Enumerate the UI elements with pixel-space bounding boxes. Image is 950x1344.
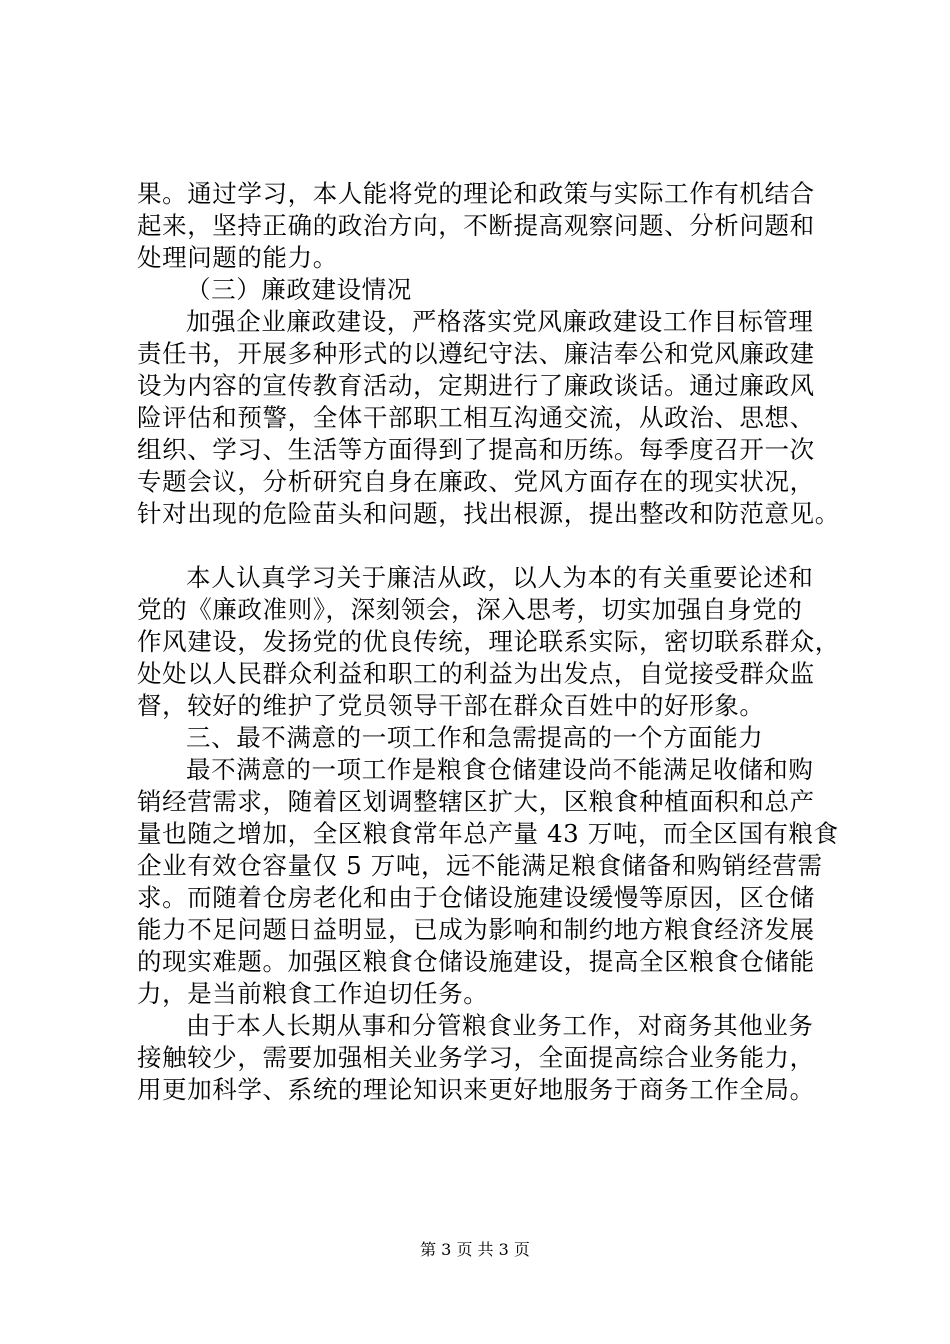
text-line: 党的《廉政准则》，深刻领会，深入思考，切实加强自身党的: [137, 595, 803, 624]
text-line: 处处以人民群众利益和职工的利益为出发点，自觉接受群众监: [137, 659, 815, 688]
text-line: 销经营需求，随着区划调整辖区扩大，区粮食种植面积和总产: [137, 787, 815, 816]
text-line: 量也随之增加，全区粮食常年总产量 43 万吨，而全区国有粮食: [137, 819, 839, 848]
page-number-footer: 第 3 页 共 3 页: [420, 1240, 530, 1259]
text-line: 由于本人长期从事和分管粮食业务工作，对商务其他业务: [186, 1011, 814, 1040]
text-line: 求。而随着仓房老化和由于仓储设施建设缓慢等原因，区仓储: [137, 883, 815, 912]
text-line: 专题会议，分析研究自身在廉政、党风方面存在的现实状况，: [137, 467, 815, 496]
text-line: 用更加科学、系统的理论知识来更好地服务于商务工作全局。: [137, 1075, 815, 1104]
text-line: 接触较少，需要加强相关业务学习，全面提高综合业务能力，: [137, 1043, 815, 1072]
text-line: 力，是当前粮食工作迫切任务。: [137, 979, 489, 1008]
text-line: 险评估和预警，全体干部职工相互沟通交流，从政治、思想、: [137, 403, 815, 432]
text-line: 设为内容的宣传教育活动，定期进行了廉政谈话。通过廉政风: [137, 371, 815, 400]
text-line: 加强企业廉政建设，严格落实党风廉政建设工作目标管理: [186, 307, 814, 336]
text-line: 本人认真学习关于廉洁从政，以人为本的有关重要论述和: [186, 563, 814, 592]
text-line: 企业有效仓容量仅 5 万吨，远不能满足粮食储备和购销经营需: [137, 851, 823, 880]
text-line: 起来，坚持正确的政治方向，不断提高观察问题、分析问题和: [137, 211, 815, 240]
text-line: 督，较好的维护了党员领导干部在群众百姓中的好形象。: [137, 691, 765, 720]
text-line: 最不满意的一项工作是粮食仓储建设尚不能满足收储和购: [186, 755, 814, 784]
text-line: 能力不足问题日益明显，已成为影响和制约地方粮食经济发展: [137, 915, 815, 944]
section-heading: 三、最不满意的一项工作和急需提高的一个方面能力: [186, 723, 764, 752]
text-line: 果。通过学习，本人能将党的理论和政策与实际工作有机结合: [137, 179, 815, 208]
text-line: 作风建设，发扬党的优良传统，理论联系实际，密切联系群众，: [137, 627, 840, 656]
text-line: 责任书，开展多种形式的以遵纪守法、廉洁奉公和党风廉政建: [137, 339, 815, 368]
section-heading: （三）廉政建设情况: [186, 275, 412, 304]
text-line: 的现实难题。加强区粮食仓储设施建设，提高全区粮食仓储能: [137, 947, 815, 976]
text-line: 处理问题的能力。: [137, 243, 338, 272]
text-line: 针对出现的危险苗头和问题，找出根源，提出整改和防范意见。: [137, 499, 840, 528]
text-line: 组织、学习、生活等方面得到了提高和历练。每季度召开一次: [137, 435, 815, 464]
